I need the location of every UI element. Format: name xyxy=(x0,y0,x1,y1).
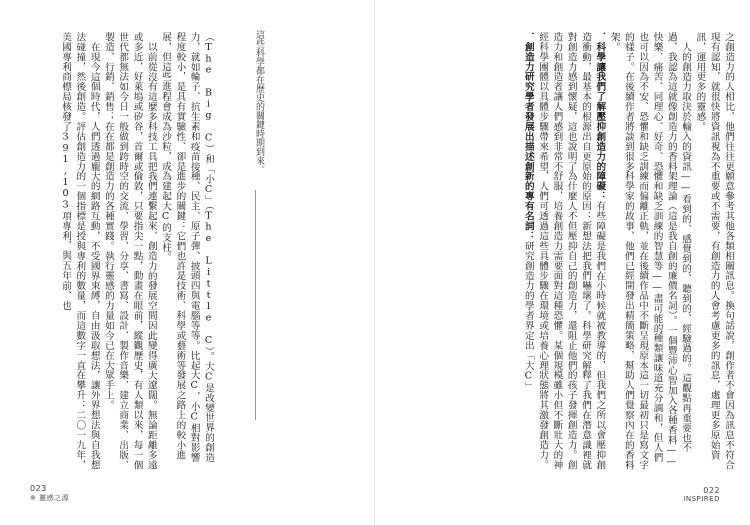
page-number-left: 023 xyxy=(30,484,47,493)
right-paragraph-1: 之創造力的人相比，他們往往更願意參考其他各類相關訊息。換句話說，創作者不會因為訊息不符合現有認知，就很快將資訊視為不重要或不需要，有創造力的人會考慮更多的訊息，處理更多原始資訊，運用更多的靈感。 xyxy=(694,32,734,470)
bullet-inhibition-text: 有些障礙是我們在小時候就被教導的，但我們之所以會壓抑創造衝動，最基本的根源出自更原始的原因：新想法把我們嚇壞了。科學研究解釋了我們在潛意識裡就對創造力感到懷疑，這也說明了為什麼人不但壓抑自己的創造力，還阻止他們的孩子發揮創造力。創造力和創造者讓人們感到非常不舒服，培養創造力需要面對這種恐懼。某個規模雖小但不斷壯大的神經科學團體以具體步驟帶來希望，人們可透過這些具體步驟在環境或培養心理狀態將其激發創造力。 xyxy=(537,32,606,470)
page-number-right: 022 xyxy=(703,486,720,495)
sidebar-note-text: 這些科學都在歷史的關鍵時期到來。 xyxy=(254,30,264,174)
right-footer xyxy=(683,486,720,503)
sidebar-divider xyxy=(255,190,256,420)
left-footer xyxy=(30,484,69,503)
left-body-text xyxy=(20,32,215,472)
bullet-terminology xyxy=(521,32,535,472)
left-paragraph-1: 以前從沒有這麼多科技工具把我們連繫起來，創造力的發展空間因此變得廣大遼闊。無論距離多遠或多近，好萊塢或矽谷，首爾或倫敦，只要指尖一點，動畫在眼前，縱觀歷史，有人類以來，每一個世代都無法如今日一般做到跨時空的交流、學習、分享、書寫、設計、製作音樂、建立商業、出版、製造、行銷、銷售；在在都是創造力的各種實踐。執行靈感的力量如今已在大眾手上。 xyxy=(102,32,157,470)
bullet-inhibition-title: ．科學讓我們了解壓抑創造力的障礙： xyxy=(594,32,606,202)
sidebar-note xyxy=(236,30,266,180)
left-carryover-paragraph: （The Big C）和「小C」（The Little C）。大C是改變世界的創造力，就如輪子、抗生素和疫苗接種、民主、原子彈、披頭四與電腦等等。比起大C，小C相對影響程度較小，是具有實驗性、卻是進步的關鍵：它們也許是技術、科學或藝術等發展之路上的較小進展，但這些進程會成為沙粒，成為建起大C的支柱。 xyxy=(160,32,214,463)
bullet-terminology-text: 研究創造力的學者界定出「大C」 xyxy=(522,240,534,392)
right-page xyxy=(375,0,750,525)
left-paragraph-2: 在現今這個時代，人們透過龐大的網路互動，不受國界束縛，自由汲取想法，讓外界想法與自我想法碰撞，然後創造。評估創造力的一個指標是授與專利的數量，而這數字一直在攀升：二〇一九年，美國專利商標局核發了391,103項專利，與五年前、也 xyxy=(60,32,100,470)
running-head-left: ※ 靈感之源 xyxy=(30,494,70,502)
right-body-text xyxy=(455,32,735,472)
bullet-inhibition xyxy=(535,32,606,472)
right-paragraph-2: 人的創造力取決於輸入的資訊——看到的、感覺到的、聽到的、經驗過的。這觀點再重要也不過，我認為這就像創造力的香料架理論（這是我自創的廉價名詞）。一個豐沛心智加入各種香料——快樂、痛苦、同理心、好奇、恐懼和缺乏訓練的智慧等——盡可能的種類讓味道充分調和，但人們也可以因為不安、恐懼和缺乏訓練而偏離正軌，並在後續作品中不斷呈現原本這一切最初只是寫文字的樣子。在後續作者將談到很多科學家的故事，他們已經開發出精簡策略，幫助人們覺察內在的香料架。 xyxy=(608,32,692,470)
bullet-terminology-title: ．創造力研究學者發展出描述創新的專有名詞： xyxy=(522,32,534,241)
running-head-right: INSPIRED xyxy=(683,495,720,503)
